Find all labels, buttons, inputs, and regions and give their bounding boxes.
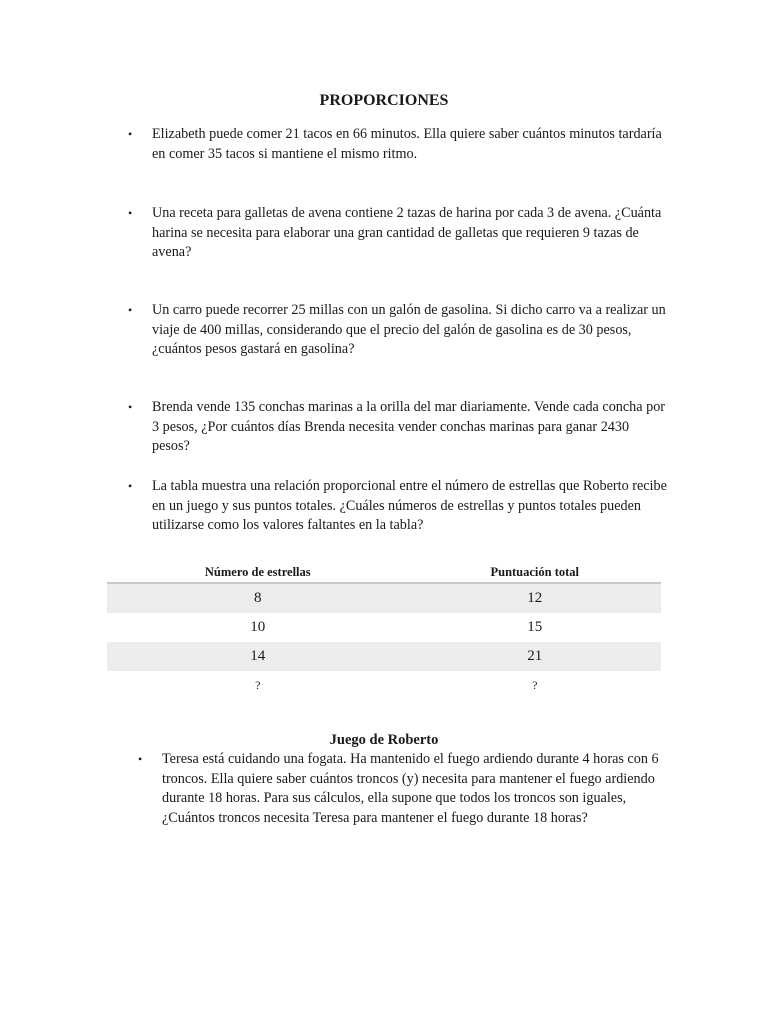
problem-2-text: Una receta para galletas de avena contiene 2 tazas de harina por cada 3 de avena. ¿Cuánta harina se necesita para elaborar una gran cantidad de galletas que requieren 9 tazas de avena? (152, 205, 662, 260)
stars-points-table (107, 562, 661, 700)
table-cell: 12 (409, 583, 661, 613)
table-cell: 8 (107, 583, 409, 613)
bullet-1: • (128, 127, 133, 141)
problem-4-text: Brenda vende 135 conchas marinas a la orilla del mar diariamente. Vende cada concha por 3 pesos, ¿Por cuántos días Brenda necesita vender conchas marinas para ganar 2430 pesos? (152, 399, 666, 454)
table-row (107, 671, 661, 700)
bullet-6: • (138, 752, 143, 766)
problem-3-text: Un carro puede recorrer 25 millas con un galón de gasolina. Si dicho carro va a realizar un viaje de 400 millas, considerando que el precio del galón de gasolina es de 30 pesos, ¿cuántos pesos gastará en gasolina? (152, 302, 666, 357)
bullet-2: • (128, 206, 133, 220)
table-cell: ? (255, 678, 261, 692)
table-cell: 15 (527, 619, 543, 635)
table-cell: 21 (409, 642, 661, 671)
table-caption: Juego de Roberto (329, 732, 439, 748)
table-row (107, 613, 661, 642)
problem-5-text: La tabla muestra una relación proporcional entre el número de estrellas que Roberto recibe en un juego y sus puntos totales. ¿Cuáles números de estrellas y puntos totales pueden utilizarse como los valores faltantes en la tabla? (152, 478, 667, 533)
table-header-row (107, 562, 661, 583)
table-cell: 14 (107, 642, 409, 671)
problem-6-text: Teresa está cuidando una fogata. Ha mantenido el fuego ardiendo durante 4 horas con 6 troncos. Ella quiere saber cuántos troncos (y) necesita para mantener el fuego ardiendo durante 18 horas. Para sus cálculos, ella supone que todos los troncos son iguales, ¿Cuántos troncos necesita Teresa para mantener el fuego durante 18 horas? (162, 751, 659, 826)
bullet-3: • (128, 303, 133, 317)
header-stars: Número de estrellas (107, 562, 409, 583)
bullet-4: • (128, 400, 133, 414)
table-cell: ? (532, 678, 538, 692)
table-row (107, 583, 661, 613)
bullet-5: • (128, 479, 133, 493)
problem-1-text: Elizabeth puede comer 21 tacos en 66 minutos. Ella quiere saber cuántos minutos tardaría en comer 35 tacos si mantiene el mismo ritmo. (152, 126, 662, 162)
table-cell: 10 (250, 619, 266, 635)
table-row (107, 642, 661, 671)
page-title: PROPORCIONES (319, 92, 449, 109)
header-points: Puntuación total (409, 562, 661, 583)
